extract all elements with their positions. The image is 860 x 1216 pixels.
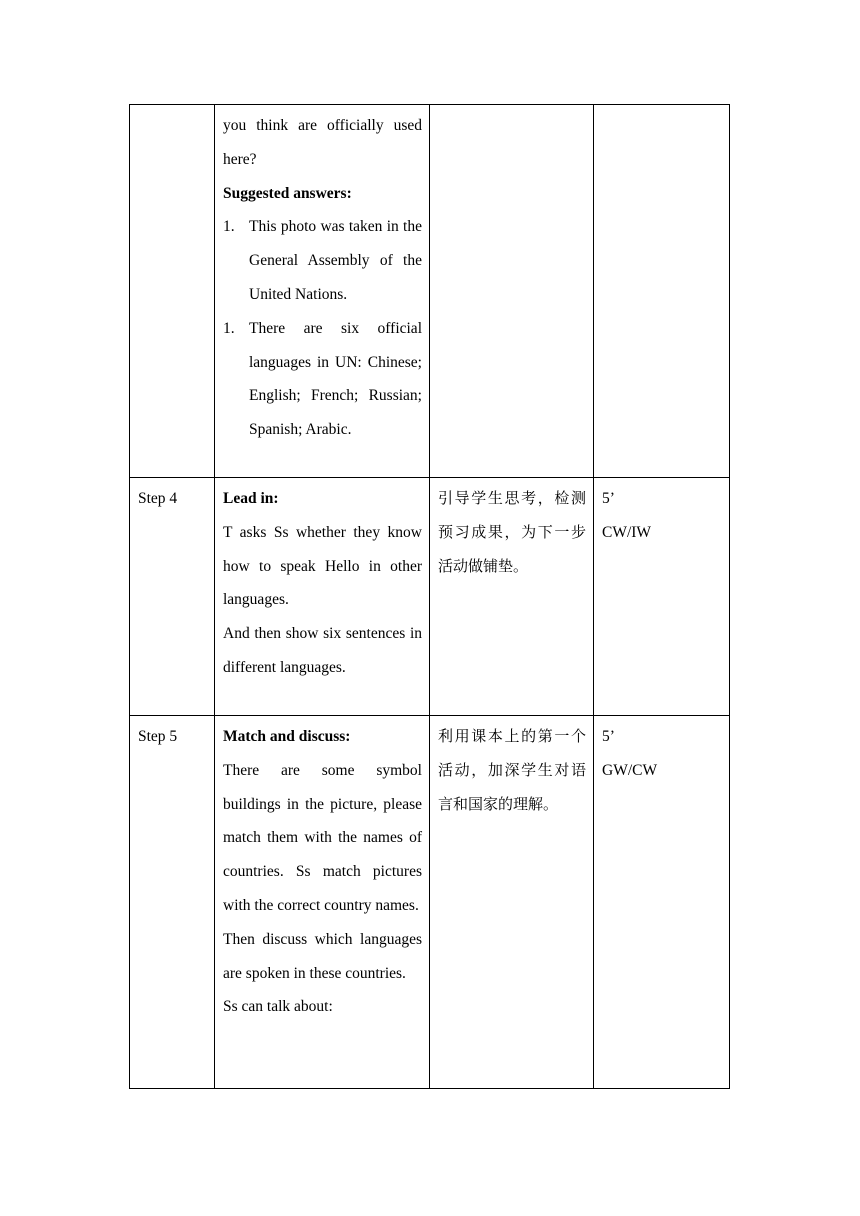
answer-text: There are six official languages in UN: Chinese; English; French; Russian; Spanish; Arabic. [249, 319, 422, 439]
work-mode-text: GW/CW [602, 761, 658, 779]
content-cell [215, 716, 430, 1089]
step-label: Step 5 [138, 728, 178, 745]
content-cell [215, 478, 430, 716]
activity-paragraph: There are some symbol buildings in the picture, please match them with the names of countries. Ss match pictures with the correct country names. [223, 761, 422, 914]
purpose-cell [430, 478, 594, 716]
activity-heading: Lead in: [223, 490, 279, 507]
purpose-cell [430, 716, 594, 1089]
activity-paragraph: Ss can talk about: [223, 998, 333, 1016]
content-cell [215, 105, 430, 478]
activity-paragraph: And then show six sentences in different languages. [223, 625, 422, 676]
answer-list [223, 210, 422, 447]
list-item [223, 210, 422, 311]
question-text: you think are officially used here? [223, 117, 422, 168]
activity-paragraph: T asks Ss whether they know how to speak Hello in other languages. [223, 523, 422, 609]
table-row [130, 716, 730, 1089]
time-text: 5’ [602, 490, 615, 507]
purpose-cell [430, 105, 594, 478]
step-cell [130, 105, 215, 478]
suggested-answers-heading: Suggested answers: [223, 184, 352, 202]
purpose-text: 引导学生思考，检测预习成果，为下一步活动做铺垫。 [438, 489, 586, 575]
answer-text: This photo was taken in the General Assembly of the United Nations. [249, 218, 422, 303]
step-cell [130, 716, 215, 1089]
activity-paragraph: Then discuss which languages are spoken in these countries. [223, 930, 422, 982]
table-row [130, 478, 730, 716]
purpose-text: 利用课本上的第一个活动，加深学生对语言和国家的理解。 [438, 727, 586, 813]
time-cell [594, 478, 730, 716]
list-number: 1. [223, 319, 235, 337]
time-cell [594, 105, 730, 478]
lesson-plan-table [129, 104, 730, 1089]
list-number: 1. [223, 218, 235, 236]
time-cell [594, 716, 730, 1089]
table-row [130, 105, 730, 478]
step-cell [130, 478, 215, 716]
work-mode-text: CW/IW [602, 523, 652, 541]
time-text: 5’ [602, 728, 615, 745]
activity-heading: Match and discuss: [223, 728, 351, 745]
step-label: Step 4 [138, 490, 178, 507]
list-item [223, 312, 422, 447]
